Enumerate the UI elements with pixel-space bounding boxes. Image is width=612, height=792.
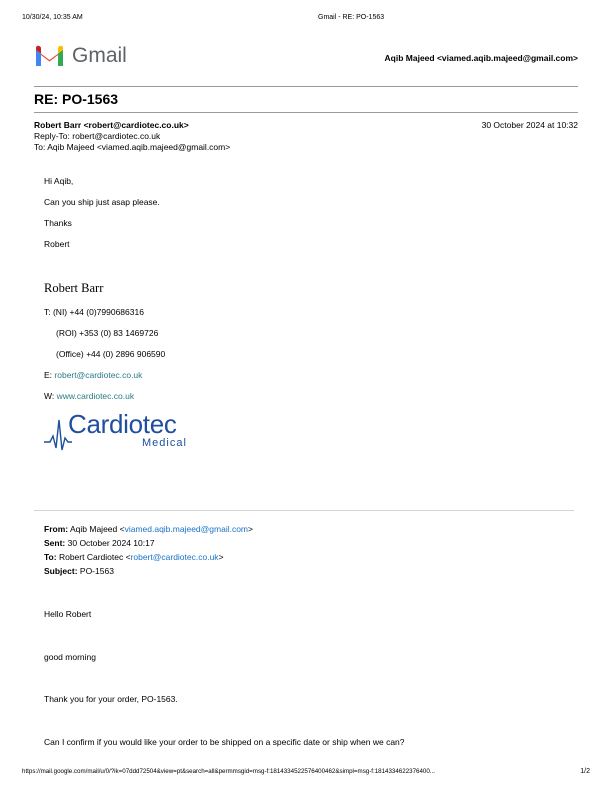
print-datetime: 10/30/24, 10:35 AM xyxy=(22,14,83,21)
body-thanks: Thanks xyxy=(44,218,72,228)
quoted-to: To: Robert Cardiotec <robert@cardiotec.co.uk> xyxy=(44,552,224,562)
signature-name: Robert Barr xyxy=(44,281,104,295)
message-to: To: Aqib Majeed <viamed.aqib.majeed@gmail.com> xyxy=(34,142,231,152)
quoted-to-email-link[interactable]: robert@cardiotec.co.uk xyxy=(130,552,219,562)
print-page-number: 1/2 xyxy=(580,768,590,775)
quoted-subject: Subject: PO-1563 xyxy=(44,566,114,576)
gmail-brand: Gmail xyxy=(72,44,127,67)
body-signoff: Robert xyxy=(44,239,70,249)
body-greeting: Hi Aqib, xyxy=(44,176,74,186)
signature-phone-roi: (ROI) +353 (0) 83 1469726 xyxy=(56,328,159,338)
signature-email-link[interactable]: robert@cardiotec.co.uk xyxy=(54,370,143,380)
subject-divider xyxy=(34,112,578,113)
quoted-body-line: Can I confirm if you would like your order to be shipped on a specific date or ship when we can? xyxy=(44,737,405,747)
print-tab-title: Gmail - RE: PO-1563 xyxy=(318,14,385,21)
body-line: Can you ship just asap please. xyxy=(44,197,160,207)
signature-email-row: E: robert@cardiotec.co.uk xyxy=(44,370,143,380)
signature-web-link[interactable]: www.cardiotec.co.uk xyxy=(56,391,135,401)
message-date: 30 October 2024 at 10:32 xyxy=(481,120,578,130)
message-reply-to: Reply-To: robert@cardiotec.co.uk xyxy=(34,131,161,141)
header-divider xyxy=(34,86,578,87)
account-user: Aqib Majeed <viamed.aqib.majeed@gmail.com> xyxy=(384,53,578,63)
quoted-from-email-link[interactable]: viamed.aqib.majeed@gmail.com xyxy=(124,524,249,534)
quoted-body-line: Thank you for your order, PO-1563. xyxy=(44,694,178,704)
thread-subject: RE: PO-1563 xyxy=(34,91,119,107)
quoted-sent: Sent: 30 October 2024 10:17 xyxy=(44,538,155,548)
logo-wordmark: Cardiotec xyxy=(68,409,177,439)
quoted-body-line: good morning xyxy=(44,652,96,662)
quoted-from: From: Aqib Majeed <viamed.aqib.majeed@gmail.com> xyxy=(44,524,253,534)
signature-web-row: W: www.cardiotec.co.uk xyxy=(44,391,135,401)
quoted-body-line: Hello Robert xyxy=(44,609,92,619)
signature-phone-ni: T: (NI) +44 (0)7990686316 xyxy=(44,307,144,317)
cardiotec-logo xyxy=(44,408,194,456)
gmail-logo-icon xyxy=(34,44,65,68)
print-footer-url: https://mail.google.com/mail/u/0/?ik=07ddd72504&view=pt&search=all&permmsgid=msg-f:1814334522576400462&simpl=msg-f:1814334622376400... xyxy=(22,768,435,775)
message-from: Robert Barr <robert@cardiotec.co.uk> xyxy=(34,120,189,130)
signature-phone-office: (Office) +44 (0) 2896 906590 xyxy=(56,349,166,359)
logo-subtext: Medical xyxy=(142,437,187,449)
quote-divider xyxy=(34,510,574,511)
